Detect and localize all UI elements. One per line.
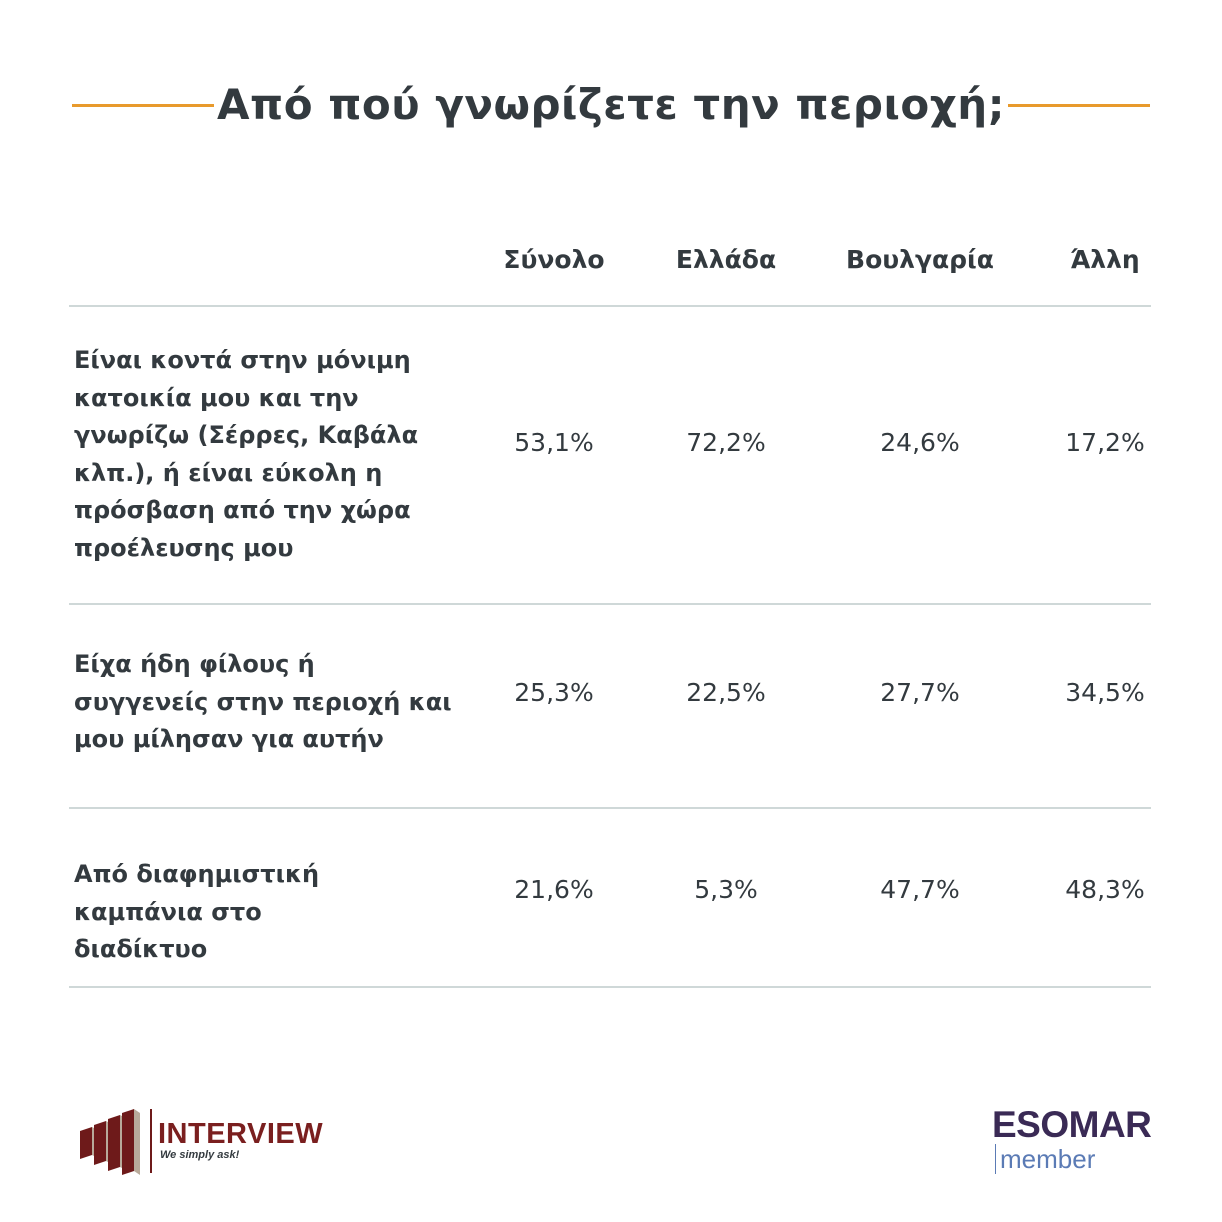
row-label-1: Είναι κοντά στην μόνιμη κατοικία μου και την γνωρίζω (Σέρρες, Καβάλα κλπ.), ή είναι εύκολη η πρόσβαση από την χώρα προέλευσης μου bbox=[74, 346, 419, 562]
cell-r1-bulgaria: 24,6% bbox=[880, 428, 960, 457]
cell-r1-greece: 72,2% bbox=[686, 428, 766, 457]
cell-r2-total: 25,3% bbox=[514, 678, 594, 707]
row-rule-1 bbox=[69, 603, 1151, 605]
column-header-other: Άλλη bbox=[1070, 245, 1140, 274]
title-block bbox=[0, 70, 1222, 140]
column-header-total: Σύνολο bbox=[503, 245, 605, 274]
column-header-bulgaria: Βουλγαρία bbox=[846, 245, 994, 274]
column-header-greece: Ελλάδα bbox=[675, 245, 777, 274]
row-rule-3 bbox=[69, 986, 1151, 988]
cell-r3-greece: 5,3% bbox=[694, 875, 758, 904]
cell-r2-bulgaria: 27,7% bbox=[880, 678, 960, 707]
title-rule-right bbox=[1008, 104, 1150, 107]
esomar-member-text: member bbox=[995, 1144, 1095, 1174]
cell-r1-other: 17,2% bbox=[1065, 428, 1145, 457]
esomar-logo-text: ESOMAR bbox=[992, 1104, 1152, 1145]
cell-r3-bulgaria: 47,7% bbox=[880, 875, 960, 904]
cell-r2-greece: 22,5% bbox=[686, 678, 766, 707]
row-rule-2 bbox=[69, 807, 1151, 809]
cell-r1-total: 53,1% bbox=[514, 428, 594, 457]
row-label-2: Είχα ήδη φίλους ή συγγενείς στην περιοχή και μου μίλησαν για αυτήν bbox=[74, 650, 452, 753]
interview-logo-text: INTERVIEW bbox=[158, 1118, 324, 1150]
interview-logo-tagline: We simply ask! bbox=[160, 1149, 240, 1161]
cell-r3-total: 21,6% bbox=[514, 875, 594, 904]
header-rule bbox=[69, 305, 1151, 307]
cell-r3-other: 48,3% bbox=[1065, 875, 1145, 904]
chart-title: Από πού γνωρίζετε την περιοχή; bbox=[216, 80, 1006, 129]
title-rule-left bbox=[72, 104, 214, 107]
row-label-3: Από διαφημιστική καμπάνια στο διαδίκτυο bbox=[74, 860, 320, 963]
cell-r2-other: 34,5% bbox=[1065, 678, 1145, 707]
